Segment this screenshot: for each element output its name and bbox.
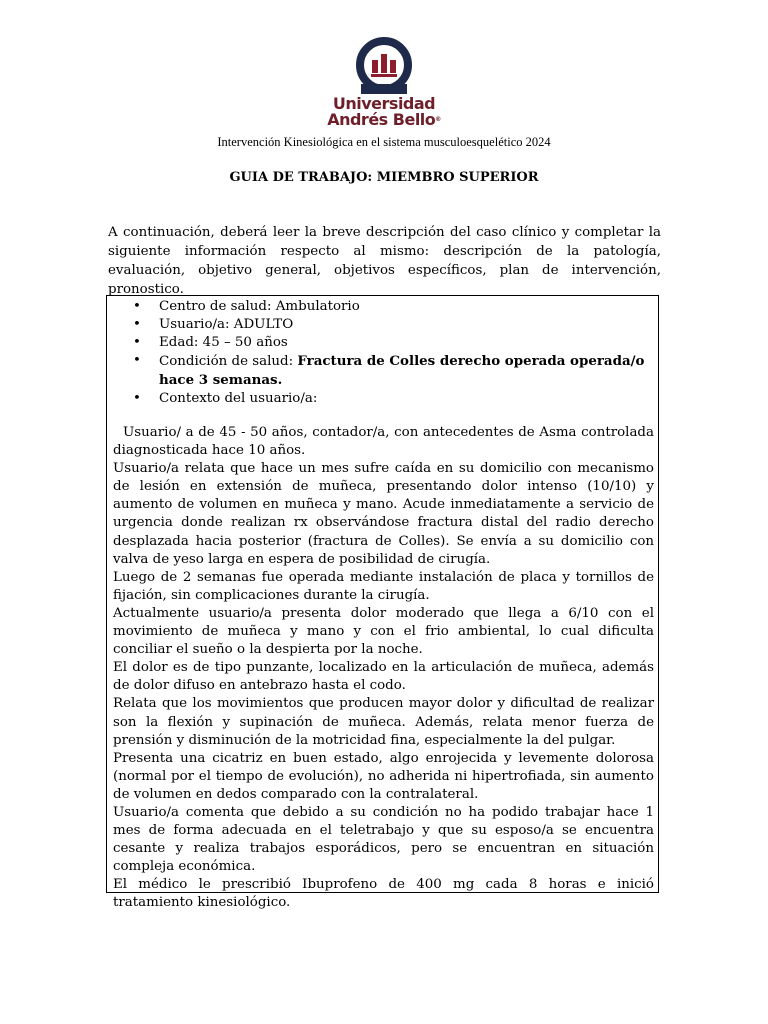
case-summary-list [107,298,658,408]
list-item-edad: • Edad: 45 – 50 años [107,334,658,352]
list-item-usuario: • Usuario/a: ADULTO [107,316,658,334]
case-paragraph: Usuario/a relata que hace un mes sufre caída en su domicilio con mecanismo de lesión en extensión de muñeca, presentando dolor intenso (10/10) y aumento de volumen en muñeca y mano. Acude inmediatamente a servicio de urgencia donde realizan rx observándose fractura distal del radio derecho desplazada hacia posterior (fractura de Colles). Se envía a su domicilio con valva de yeso larga en espera de posibilidad de cirugía. [113,461,654,567]
registered-mark: ® [435,116,441,123]
logo-text-andres-bello: Andrés Bello® [327,110,441,129]
logo-text-universidad: Universidad [332,94,436,113]
case-paragraph: Usuario/a comenta que debido a su condición no ha podido trabajar hace 1 mes de forma adecuada en el teletrabajo y que su esposo/a se encuentra cesante y realiza trabajos esporádicos, pero se encuentran en situación compleja económica. [113,804,654,875]
list-item-contexto: • Contexto del usuario/a: [107,390,658,408]
condition-diagnosis: Fractura de Colles derecho operada operada/o hace 3 semanas. [159,353,645,388]
course-subtitle: Intervención Kinesiológica en el sistema musculoesquelético 2024 [217,135,551,149]
list-item-condicion: • Condición de salud: Fractura de Colles derecho operada operada/o hace 3 semanas. [107,352,658,390]
case-paragraph: El dolor es de tipo punzante, localizado en la articulación de muñeca, además de dolor difuso en antebrazo hasta el codo. [113,660,654,694]
case-paragraph: Luego de 2 semanas fue operada mediante instalación de placa y tornillos de fijación, sin complicaciones durante la cirugía. [113,569,654,603]
case-box [106,295,659,911]
case-paragraph: Actualmente usuario/a presenta dolor moderado que llega a 6/10 con el movimiento de muñeca y mano y con el frio ambiental, lo cual dificulta conciliar el sueño o la despierta por la noche. [113,605,654,658]
university-crest-icon [347,36,421,98]
university-logo [325,36,443,128]
case-narrative [113,424,654,913]
list-item-centro: • Centro de salud: Ambulatorio [107,298,658,316]
case-paragraph: Usuario/ a de 45 - 50 años, contador/a, con antecedentes de Asma controlada diagnosticada hace 10 años. [113,425,654,459]
case-paragraph: Presenta una cicatriz en buen estado, algo enrojecida y levemente dolorosa (normal por el tiempo de evolución), no adherida ni hipertrofiada, sin aumento de volumen en dedos comparado con la contralateral. [113,750,654,802]
case-paragraph: El médico le prescribió Ibuprofeno de 400 mg cada 8 horas e inició tratamiento kinesiológico. [113,877,654,911]
intro-paragraph: A continuación, deberá leer la breve descripción del caso clínico y completar la siguiente información respecto al mismo: descripción de la patología, evaluación, objetivo general, objetivos específicos, plan de intervención, pronostico. [108,225,661,297]
page-title: GUIA DE TRABAJO: MIEMBRO SUPERIOR [229,170,539,185]
case-paragraph: Relata que los movimientos que producen mayor dolor y dificultad de realizar son la flexión y supinación de muñeca. Además, relata menor fuerza de prensión y disminución de la motricidad fina, especialmente la del pulgar. [113,696,654,748]
